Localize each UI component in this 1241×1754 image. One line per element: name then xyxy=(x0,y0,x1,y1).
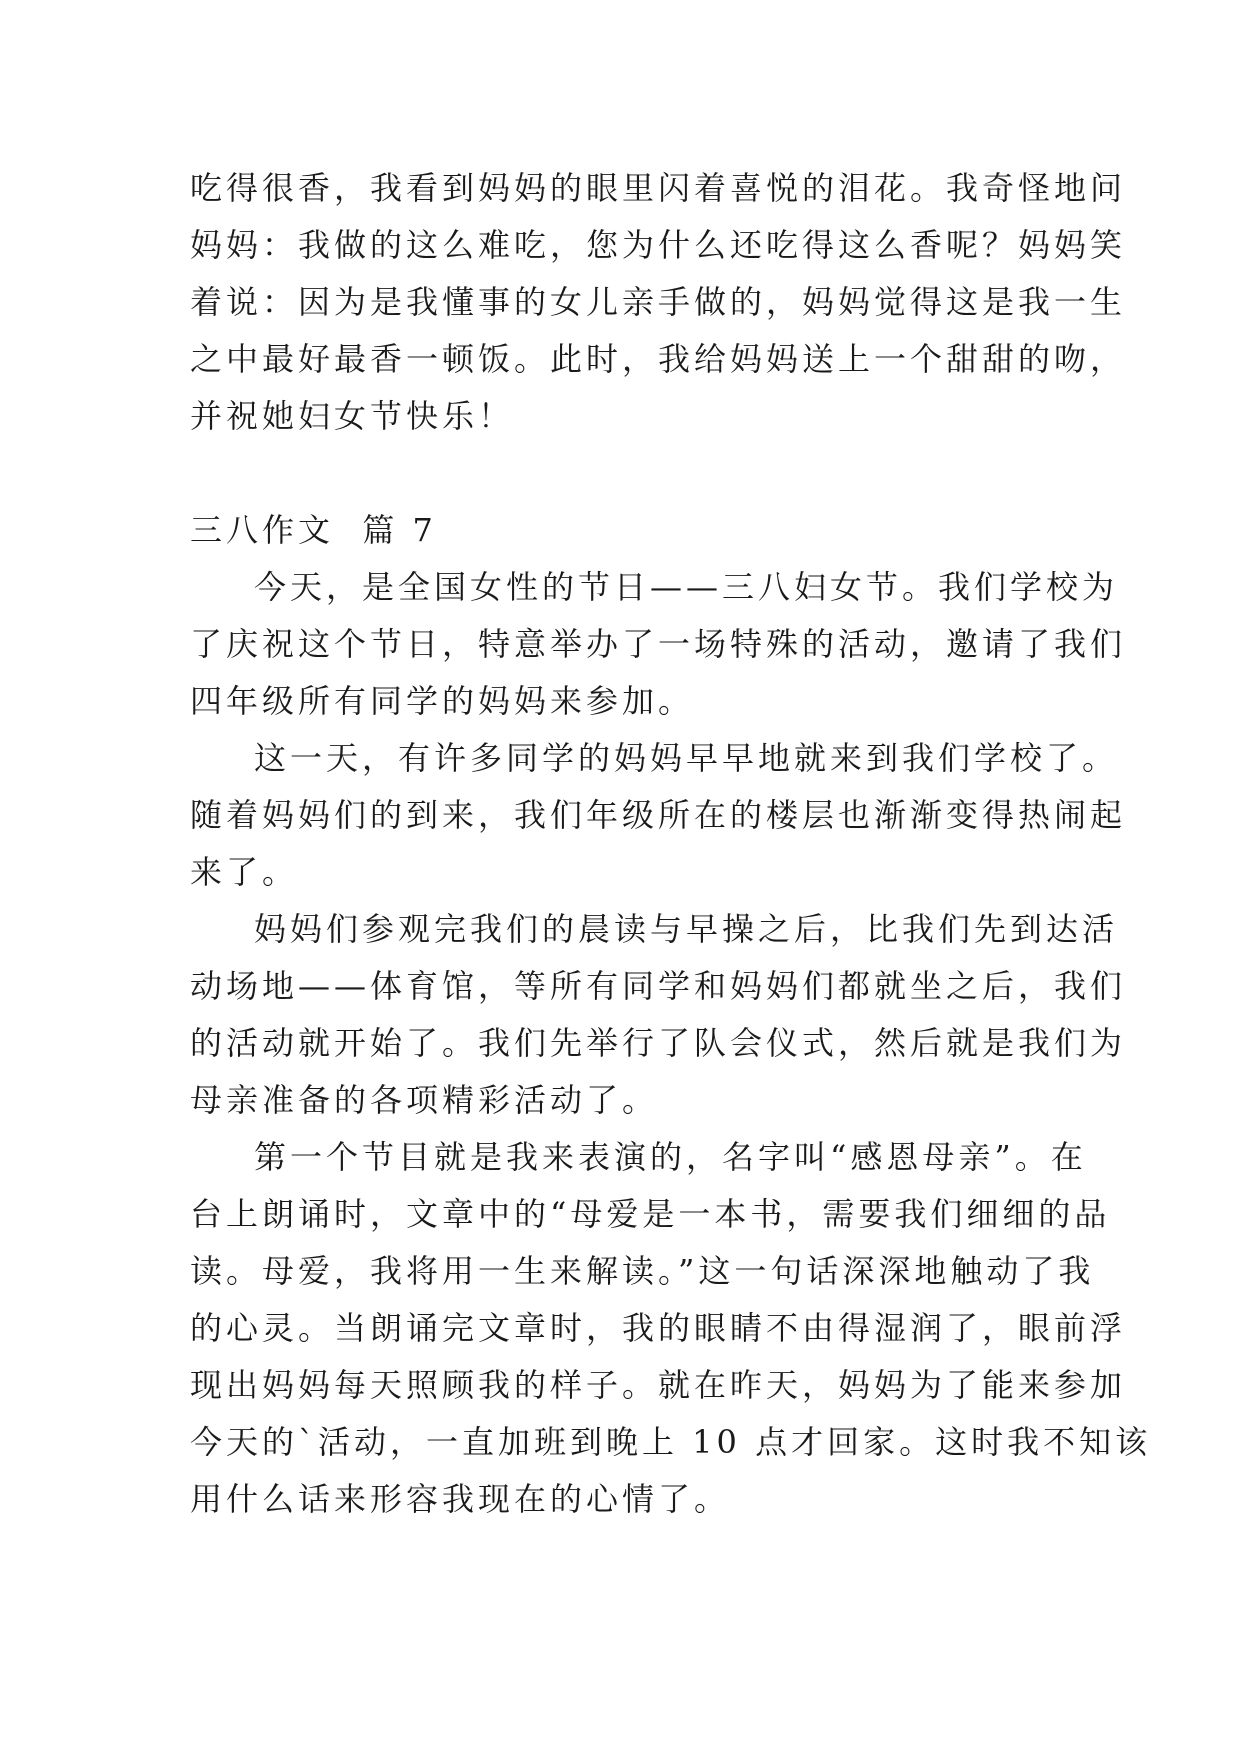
text-line: 着说：因为是我懂事的女儿亲手做的，妈妈觉得这是我一生 xyxy=(190,283,1127,321)
paragraph xyxy=(190,901,1127,1129)
text-line: 第一个节目就是我来表演的，名字叫“感恩母亲”。在 xyxy=(254,1138,1087,1176)
text-line: 了庆祝这个节日，特意举办了一场特殊的活动，邀请了我们 xyxy=(190,625,1127,663)
section-title: 三八作文 篇 7 xyxy=(190,511,437,549)
text-line: 妈妈们参观完我们的晨读与早操之后，比我们先到达活 xyxy=(254,910,1119,948)
text-line: 的心灵。当朗诵完文章时，我的眼睛不由得湿润了，眼前浮 xyxy=(190,1309,1127,1347)
text-line: 随着妈妈们的到来，我们年级所在的楼层也渐渐变得热闹起 xyxy=(190,796,1127,834)
paragraph xyxy=(190,1129,1152,1528)
text-line: 妈妈：我做的这么难吃，您为什么还吃得这么香呢？妈妈笑 xyxy=(190,226,1127,264)
text-line: 今天，是全国女性的节日——三八妇女节。我们学校为 xyxy=(254,568,1119,606)
text-line: 之中最好最香一顿饭。此时，我给妈妈送上一个甜甜的吻， xyxy=(190,340,1127,378)
text-line: 现出妈妈每天照顾我的样子。就在昨天，妈妈为了能来参加 xyxy=(190,1366,1127,1404)
text-line: 并祝她妇女节快乐！ xyxy=(190,397,515,435)
text-line: 动场地——体育馆，等所有同学和妈妈们都就坐之后，我们 xyxy=(190,967,1127,1005)
text-line: 读。母爱，我将用一生来解读。”这一句话深深地触动了我 xyxy=(190,1252,1095,1290)
continuation-paragraph xyxy=(190,160,1127,445)
text-line: 这一天，有许多同学的妈妈早早地就来到我们学校了。 xyxy=(254,739,1119,777)
text-line: 四年级所有同学的妈妈来参加。 xyxy=(190,682,695,720)
text-line: 来了。 xyxy=(190,853,299,891)
text-line: 用什么话来形容我现在的心情了。 xyxy=(190,1480,731,1518)
text-line: 母亲准备的各项精彩活动了。 xyxy=(190,1081,659,1119)
document-body xyxy=(190,160,1152,1528)
paragraph xyxy=(190,730,1127,901)
paragraph xyxy=(190,559,1127,730)
text-line: 台上朗诵时，文章中的“母爱是一本书，需要我们细细的品 xyxy=(190,1195,1111,1233)
text-line: 今天的`活动，一直加班到晚上 10 点才回家。这时我不知该 xyxy=(190,1423,1152,1461)
text-line: 吃得很香，我看到妈妈的眼里闪着喜悦的泪花。我奇怪地问 xyxy=(190,169,1127,207)
text-line: 的活动就开始了。我们先举行了队会仪式，然后就是我们为 xyxy=(190,1024,1127,1062)
